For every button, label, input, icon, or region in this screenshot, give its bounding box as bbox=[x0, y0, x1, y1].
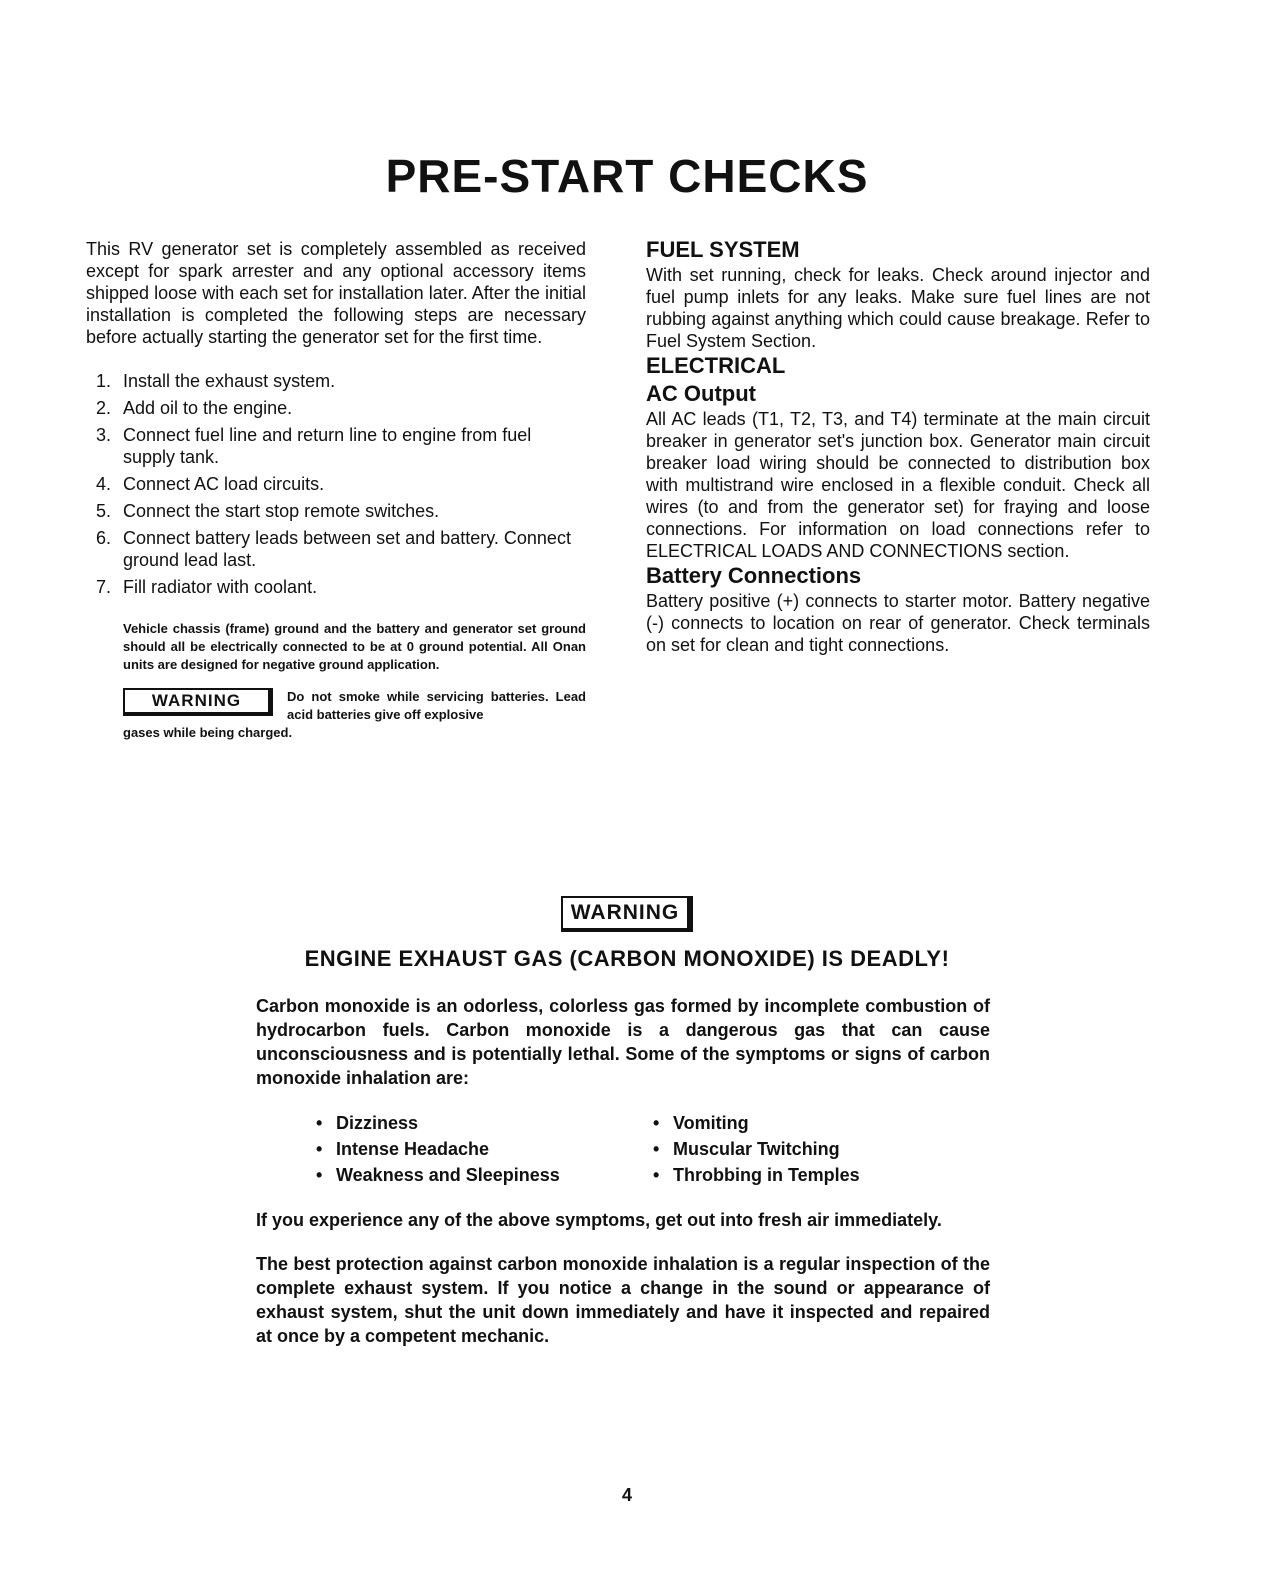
warning-label-box: WARNING bbox=[123, 688, 273, 716]
step-text: Connect the start stop remote switches. bbox=[123, 501, 440, 521]
co-advice: If you experience any of the above symptoms, get out into fresh air immediately. bbox=[256, 1210, 942, 1230]
step-text: Add oil to the engine. bbox=[123, 398, 293, 418]
list-item bbox=[86, 397, 586, 419]
step-number: 1. bbox=[96, 371, 112, 391]
list-item bbox=[86, 473, 586, 495]
co-intro: Carbon monoxide is an odorless, colorless gas formed by incomplete combustion of hydrocarbon fuels. Carbon monoxide is a dangerous gas that can cause unconsciousness and is potentially lethal. Some of the symptoms or signs of carbon monoxide inhalation are: bbox=[256, 996, 990, 1088]
page-title: PRE-START CHECKS bbox=[385, 149, 869, 202]
list-item bbox=[86, 500, 586, 522]
battery-connections-heading: Battery Connections bbox=[646, 563, 862, 588]
list-item: • Muscular Twitching bbox=[653, 1136, 990, 1162]
list-item: • Throbbing in Temples bbox=[653, 1162, 990, 1188]
step-text: Connect fuel line and return line to engine from fuel supply tank. bbox=[123, 425, 532, 467]
list-item: • Dizziness bbox=[316, 1110, 653, 1136]
list-item bbox=[86, 424, 586, 468]
list-item bbox=[86, 527, 586, 571]
electrical-heading: ELECTRICAL bbox=[646, 353, 786, 378]
battery-warning-text: Do not smoke while servicing batteries. Lead acid batteries give off explosive bbox=[287, 689, 586, 722]
fuel-system-text: With set running, check for leaks. Check around injector and fuel pump inlets for any leaks. Make sure fuel lines are not rubbing against anything which could cause breakage. Refer to Fuel System Section. bbox=[646, 265, 1150, 351]
battery-warning-text-continued: gases while being charged. bbox=[123, 725, 293, 740]
co-warning-headline: ENGINE EXHAUST GAS (CARBON MONOXIDE) IS DEADLY! bbox=[304, 946, 950, 971]
co-warning-label-box: WARNING bbox=[561, 896, 694, 932]
symptom-list bbox=[316, 1110, 990, 1188]
list-item: • Intense Headache bbox=[316, 1136, 653, 1162]
page-number: 4 bbox=[621, 1485, 632, 1505]
symptoms-left bbox=[316, 1110, 653, 1188]
step-text: Connect AC load circuits. bbox=[123, 474, 325, 494]
co-protection: The best protection against carbon monoxide inhalation is a regular inspection of the complete exhaust system. If you notice a change in the sound or appearance of exhaust system, shut the unit down immediately and have it inspected and repaired at once by a competent mechanic. bbox=[256, 1254, 990, 1346]
step-text: Install the exhaust system. bbox=[123, 371, 336, 391]
ac-output-text: All AC leads (T1, T2, T3, and T4) terminate at the main circuit breaker in generator set's junction box. Generator main circuit breaker load wiring should be connected to distribution box with multistrand wire enclosed in a flexible conduit. Check all wires (to and from the generator set) for fraying and loose connections. For information on load connections refer to ELECTRICAL LOADS AND CONNECTIONS section. bbox=[646, 409, 1150, 561]
list-item: • Weakness and Sleepiness bbox=[316, 1162, 653, 1188]
intro-paragraph: This RV generator set is completely assembled as received except for spark arrester and any optional accessory items shipped loose with each set for installation later. After the initial installation is completed the following steps are necessary before actually starting the generator set for the first time. bbox=[86, 239, 586, 347]
step-number: 4. bbox=[96, 474, 112, 494]
step-number: 5. bbox=[96, 501, 112, 521]
step-text: Fill radiator with coolant. bbox=[123, 577, 318, 597]
step-text: Connect battery leads between set and battery. Connect ground lead last. bbox=[123, 528, 571, 570]
step-number: 6. bbox=[96, 528, 112, 548]
symptoms-right bbox=[653, 1110, 990, 1188]
step-number: 3. bbox=[96, 425, 112, 445]
co-warning-label-wrap bbox=[0, 896, 1254, 932]
battery-warning bbox=[123, 688, 586, 742]
ac-output-heading: AC Output bbox=[646, 381, 756, 406]
co-warning-body bbox=[256, 994, 990, 1348]
left-column bbox=[86, 238, 586, 742]
right-column bbox=[646, 236, 1150, 656]
battery-connections-text: Battery positive (+) connects to starter motor. Battery negative (-) connects to location on rear of generator. Check terminals on set for clean and tight connections. bbox=[646, 591, 1150, 655]
list-item bbox=[86, 576, 586, 598]
list-item: • Vomiting bbox=[653, 1110, 990, 1136]
ground-note: Vehicle chassis (frame) ground and the battery and generator set ground should all be electrically connected to be at 0 ground potential. All Onan units are designed for negative ground application. bbox=[123, 621, 586, 672]
list-item bbox=[86, 370, 586, 392]
fuel-system-heading: FUEL SYSTEM bbox=[646, 237, 800, 262]
step-number: 7. bbox=[96, 577, 112, 597]
step-number: 2. bbox=[96, 398, 112, 418]
pre-start-steps bbox=[86, 370, 586, 598]
